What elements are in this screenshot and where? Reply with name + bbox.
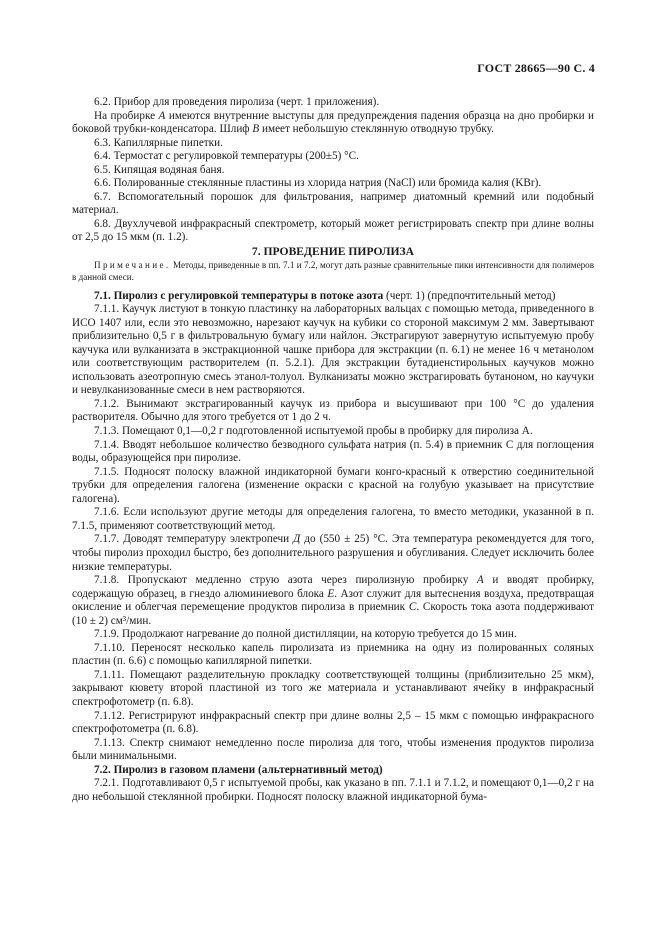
paragraph-6-8: 6.8. Двухлучевой инфракрасный спектрометр, который может регистрировать спектр при длине волны от 2,5 до 15 мкм (п. 1.2). <box>72 217 594 244</box>
text-span: до (550 ± 25) °С. Эта температура рекомендуется для того, чтобы пиролиз проходил быстро, без дополнительного разрушения и обугливания. Следует исключить более низкие температуры. <box>72 533 594 573</box>
heading-number: 7.1. <box>94 289 111 302</box>
paragraph-7-1-8 <box>72 574 594 628</box>
italic-letter: Е <box>327 587 335 600</box>
text-span: . Азот служит для вытеснения воздуха, предотвращая окисление и облегчая перемещение продуктов пиролиза в приемник <box>72 587 594 614</box>
text-span: На пробирке <box>94 109 159 122</box>
paragraph-6-2-detail <box>72 110 594 137</box>
italic-letter: С <box>408 601 417 614</box>
text-span: и вводят пробирку, содержащую образец, в гнездо алюминиевого блока <box>72 574 595 600</box>
page-content <box>72 96 594 804</box>
paragraph-6-7: 6.7. Вспомогательный порошок для фильтрования, например диатомный кремний или подобный материал. <box>72 190 594 217</box>
paragraph-7-1-3: 7.1.3. Помещают 0,1—0,2 г подготовленной испытуемой пробы в пробирку для пиролиза А. <box>94 425 533 438</box>
paragraph-7-1-9: 7.1.9. Продолжают нагревание до полной дистилляции, на которую требуется до 15 мин. <box>94 628 517 641</box>
paragraph-7-1-10: 7.1.10. Переносят несколько капель пиролизата из приемника на одну из полированных соляных пластин (п. 6.6) с помощью капиллярной пипетки. <box>72 641 594 668</box>
paragraph-7-1-2: 7.1.2. Вынимают экстрагированный каучук из прибора и высушивают при 100 °С до удаления растворителя. Обычно для этого требуется от 1 до 2 ч. <box>72 397 594 424</box>
paragraph-6-3: 6.3. Капиллярные пипетки. <box>94 136 223 149</box>
paragraph-7-1-13: 7.1.13. Спектр снимают немедленно после пиролиза для того, чтобы изменения продуктов пиролиза были минимальными. <box>72 736 594 763</box>
italic-letter: Д <box>293 533 301 546</box>
page-header: ГОСТ 28665—90 С. 4 <box>477 61 595 75</box>
paragraph-6-2: 6.2. Прибор для проведения пиролиза (черт. 1 приложения). <box>94 96 380 108</box>
paragraph-7-1-1: 7.1.1. Каучук листуют в тонкую пластинку на лабораторных вальцах с помощью метода, приведенного в ИСО 1407 или, если это невозможно, нарезают каучук на кубики со стороной максимум 2 мм. Завертывают приблизительно 0,5 г в фильтровальную бумагу или найлон. Экстрагируют завернутую испытуемую пробу каучука или вулканизата в экстракционной чашке прибора для экстракции (п. 6.1) не менее 16 ч метанолом или соответствующим растворителем (п. 5.2.1). Для экстракции бутадиенстирольных каучуков можно использовать азеотропную смесь этанол-толуол. Вулканизаты можно экстрагировать бутаноном, но каучуки и невулканизованные смеси в нем растворяются. <box>72 303 594 397</box>
paragraph-7-1-4: 7.1.4. Вводят небольшое количество безводного сульфата натрия (п. 5.4) в приемник С для поглощения воды, образующейся при пиролизе. <box>72 438 594 465</box>
text-span: 7.1.7. Доводят температуру электропечи <box>94 533 294 546</box>
section-7-title: 7. ПРОВЕДЕНИЕ ПИРОЛИЗА <box>251 245 415 259</box>
note-paragraph <box>72 259 594 283</box>
paragraph-7-1-11: 7.1.11. Помещают разделительную прокладку соответствующей толщины (приблизительно 25 мкм), закрывают кювету второй пластиной из того же материала и устанавливают ячейку в инфракрасный спектрофотометр (п. 6.8). <box>72 668 594 708</box>
text-span: имеются внутренние выступы для предупреждения падения образца на дно пробирки и боковой трубки-конденсатора. Шлиф <box>72 109 595 136</box>
paragraph-6-6: 6.6. Полированные стеклянные пластины из хлорида натрия (NaCl) или бромида калия (KBr). <box>94 177 542 190</box>
paragraph-7-1-7 <box>72 533 594 574</box>
paragraph-7-1-heading <box>72 290 594 304</box>
italic-letter: В <box>252 123 260 136</box>
italic-letter: А <box>158 109 166 122</box>
paragraph-7-2-1: 7.2.1. Подготавливают 0,5 г испытуемой пробы, как указано в пп. 7.1.1 и 7.1.2, и помещают 0,1—0,2 г на дно небольшой стеклянной пробирки. Подносят полоску влажной индикаторной бума- <box>72 777 594 803</box>
text-span: имеет небольшую стеклянную отводную трубку. <box>259 123 494 136</box>
text-span: . Скорость тока азота поддерживают (10 ± 2) см³/мин. <box>72 601 594 627</box>
heading-bold-text: Пиролиз с регулировкой температуры в потоке азота <box>110 289 384 302</box>
paragraph-6-4: 6.4. Термостат с регулировкой температуры (200±5) °С. <box>94 150 359 163</box>
heading-rest-text: (черт. 1) (предпочтительный метод) <box>383 289 556 302</box>
paragraph-7-1-6: 7.1.6. Если используют другие методы для определения галогена, то вместо методики, указанной в п. 7.1.5, применяют соответствующий метод. <box>72 506 594 532</box>
note-text: Методы, приведенные в пп. 7.1 и 7.2, могут дать разные сравнительные пики интенсивности для полимеров в данной смеси. <box>72 259 594 282</box>
italic-letter: А <box>476 574 484 587</box>
paragraph-7-2-heading: 7.2. Пиролиз в газовом пламени (альтернативный метод) <box>94 763 383 776</box>
paragraph-7-1-12: 7.1.12. Регистрируют инфракрасный спектр при длине волны 2,5 – 15 мкм с помощью инфракрасного спектрофотометра (п. 6.8). <box>72 709 594 736</box>
note-label: Примечание. <box>94 259 171 270</box>
paragraph-6-5: 6.5. Кипящая водяная баня. <box>94 163 225 176</box>
text-span: 7.1.8. Пропускают медленно струю азота через пиролизную пробирку <box>94 574 477 587</box>
paragraph-7-1-5: 7.1.5. Подносят полоску влажной индикаторной бумаги конго-красный к отверстию соединительной трубки для определения галогена (изменение окраски с красной на голубую указывает на присутствие галогена). <box>72 465 594 505</box>
